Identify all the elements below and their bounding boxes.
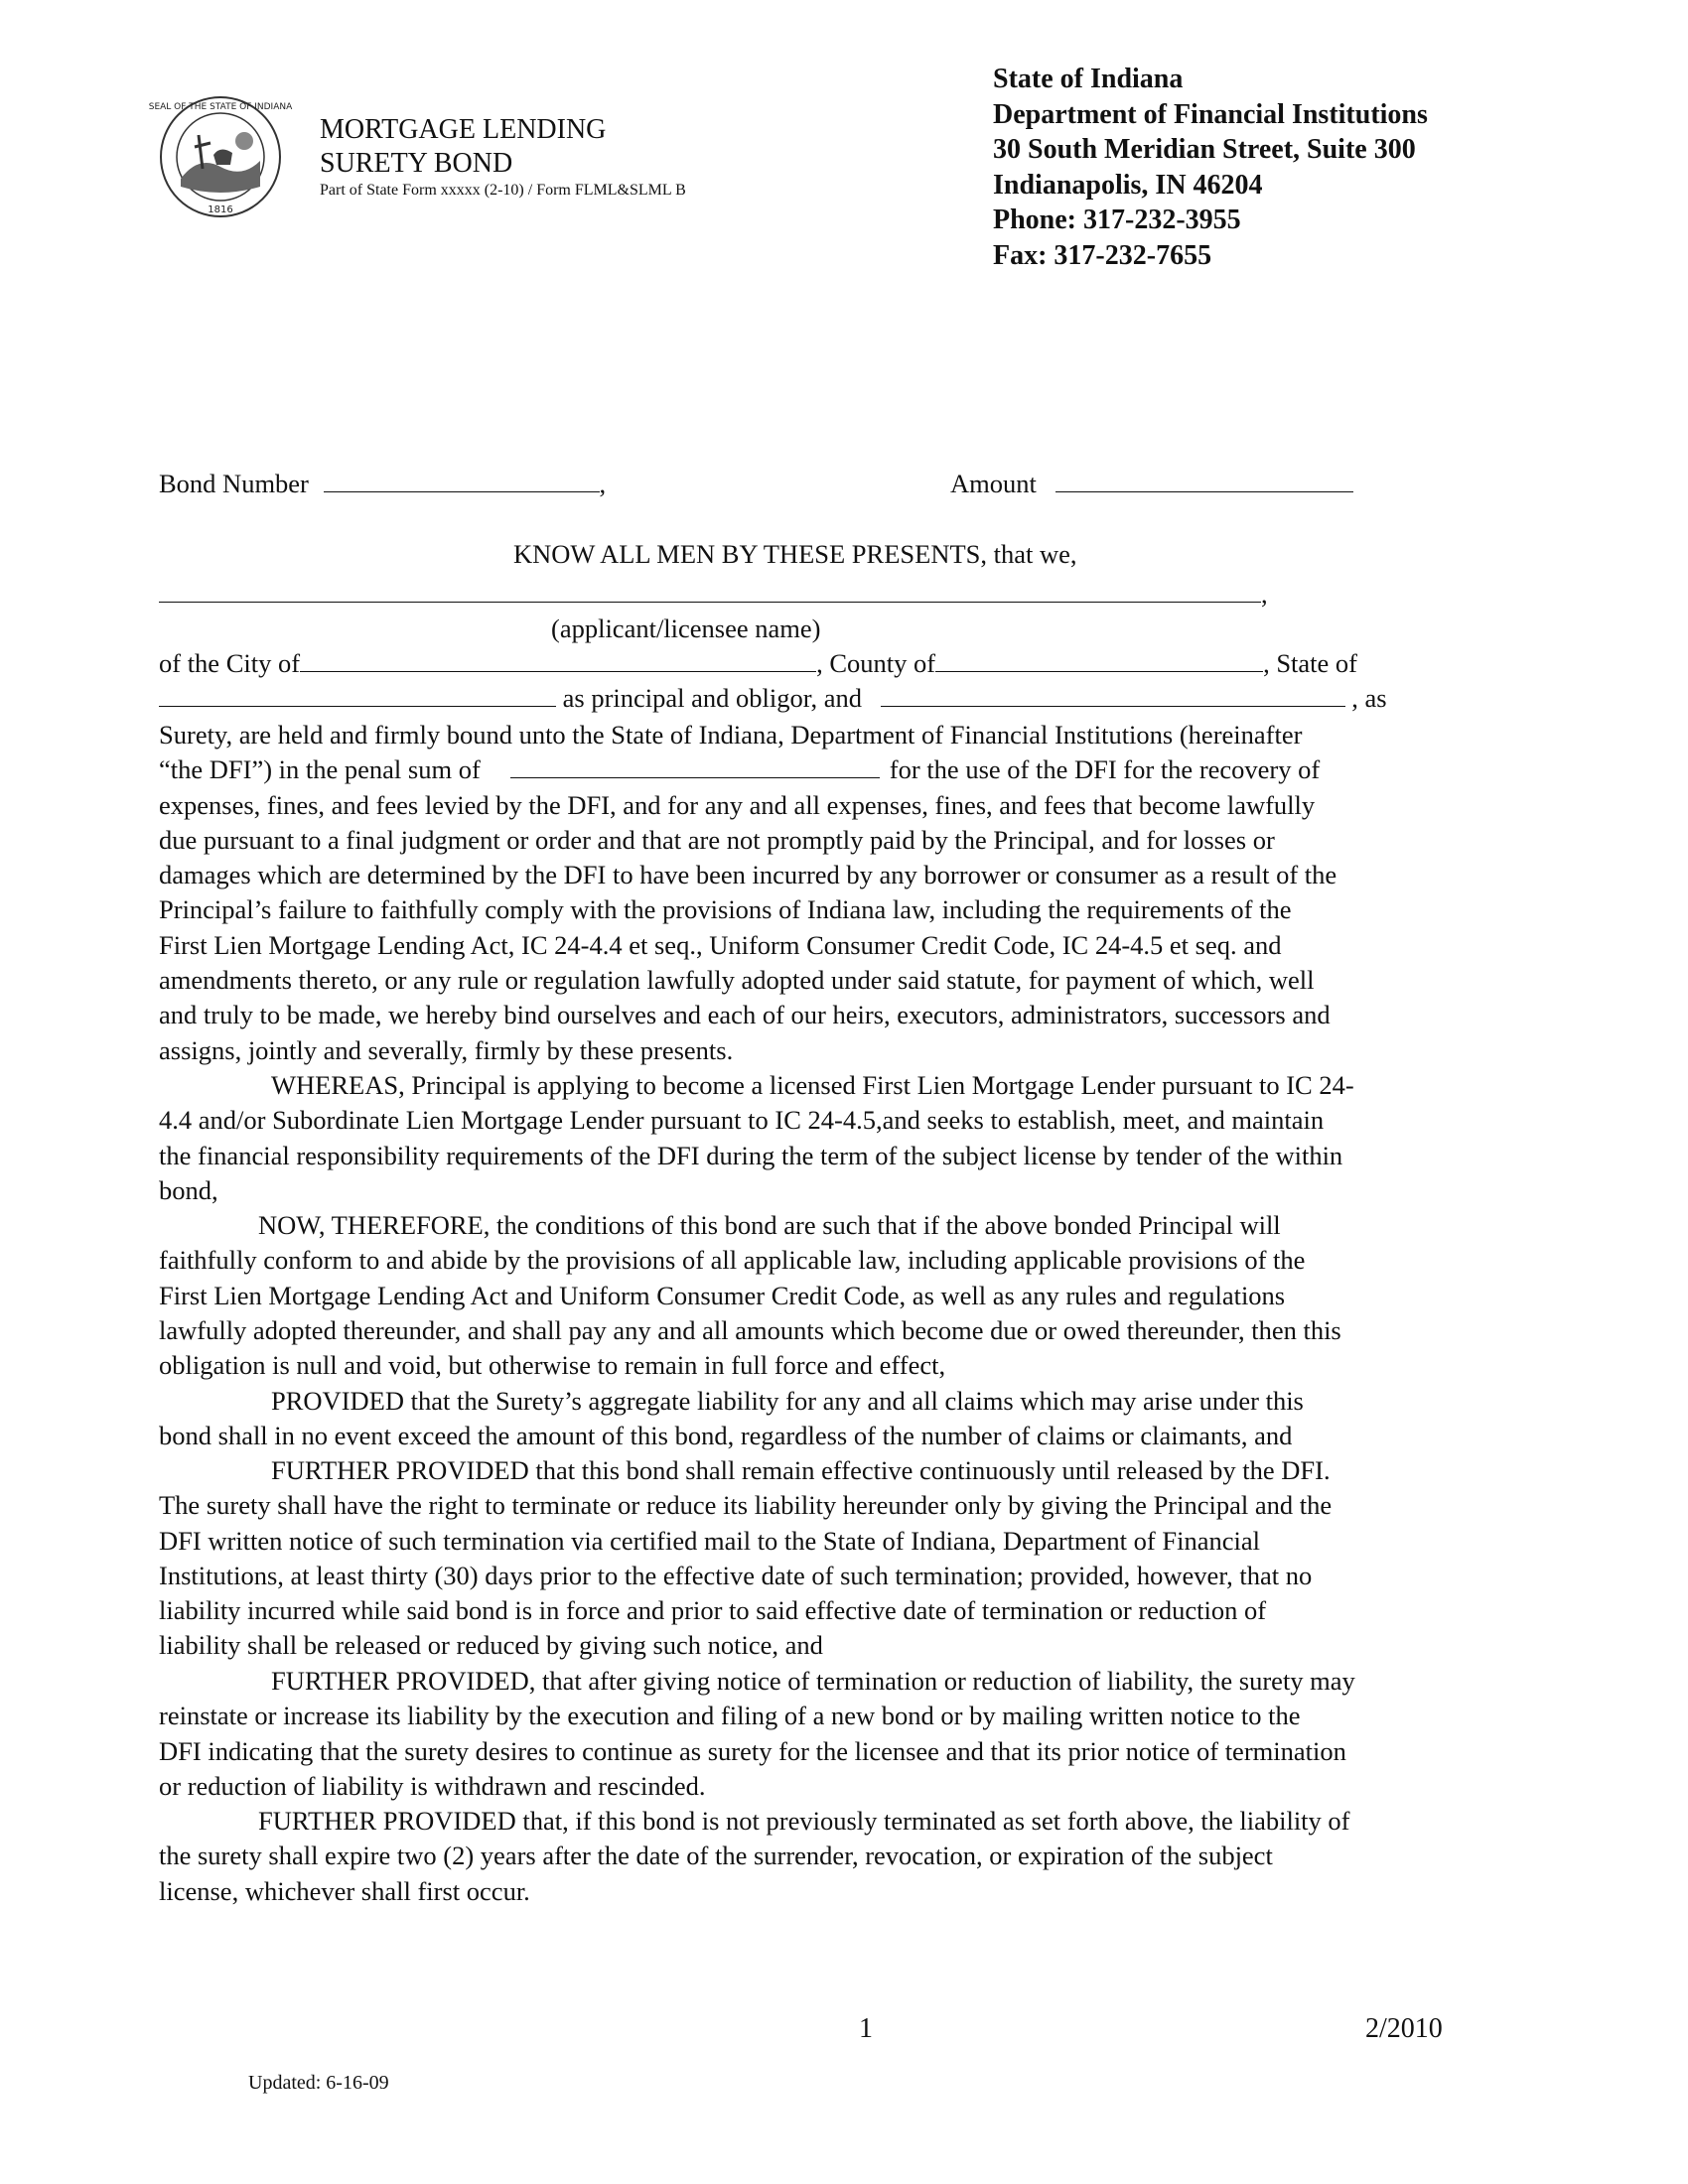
paragraph-line: or reduction of liability is withdrawn and rescinded.	[159, 1770, 706, 1801]
paragraph-line: assigns, jointly and severally, firmly by these presents.	[159, 1034, 734, 1065]
paragraph-line: expenses, fines, and fees levied by the DFI, and for any and all expenses, fines, and fees that become lawfully	[159, 789, 1316, 820]
city-county-state-row	[159, 648, 1357, 679]
amount-row	[950, 469, 1353, 499]
updated-date: Updated: 6-16-09	[248, 2072, 389, 2094]
paragraph-line: due pursuant to a final judgment or order and that are not promptly paid by the Principal, and for losses or	[159, 824, 1275, 855]
bond-number-label: Bond Number	[159, 469, 309, 498]
paragraph-line: license, whichever shall first occur.	[159, 1875, 530, 1906]
paragraph-line: the surety shall expire two (2) years after the date of the surrender, revocation, or expiration of the subject	[159, 1841, 1273, 1871]
paragraph-line: damages which are determined by the DFI to have been incurred by any borrower or consumer as a result of the	[159, 860, 1337, 890]
amount-label: Amount	[950, 469, 1037, 498]
paragraph-line: First Lien Mortgage Lending Act, IC 24-4.4 et seq., Uniform Consumer Credit Code, IC 24-4.5 et seq. and	[159, 929, 1282, 960]
agency-address	[993, 62, 1428, 273]
paragraph-line: liability shall be released or reduced by giving such notice, and	[159, 1630, 823, 1661]
paragraph-line: DFI written notice of such termination via certified mail to the State of Indiana, Department of Financial	[159, 1525, 1260, 1556]
paragraph-line: faithfully conform to and abide by the provisions of all applicable law, including applicable provisions of the	[159, 1245, 1306, 1276]
city-field[interactable]	[300, 649, 816, 672]
applicant-name-row	[159, 579, 1268, 610]
paragraph-line: First Lien Mortgage Lending Act and Uniform Consumer Credit Code, as well as any rules and regulations	[159, 1280, 1286, 1310]
know-all-heading: KNOW ALL MEN BY THESE PRESENTS, that we,	[513, 539, 1077, 569]
paragraph-line: lawfully adopted thereunder, and shall pay any and all amounts which become due or owed thereunder, then this	[159, 1314, 1341, 1345]
agency-phone: Phone: 317-232-3955	[993, 205, 1241, 235]
as-label: , as	[1351, 683, 1387, 713]
principal-surety-row	[159, 683, 1387, 714]
seal-year: 1816	[208, 205, 233, 215]
paragraph-now-therefore	[159, 1208, 1544, 1383]
paragraph-line: bond shall in no event exceed the amount of this bond, regardless of the number of claims or claimants, and	[159, 1421, 1293, 1451]
paragraph-line: Principal’s failure to faithfully comply with the provisions of Indiana law, including the requirements of the	[159, 894, 1292, 925]
penal-sum-field[interactable]	[510, 755, 880, 778]
agency-department: Department of Financial Institutions	[993, 98, 1428, 130]
paragraph-line: liability incurred while said bond is in force and prior to said effective date of termination or reduction of	[159, 1595, 1267, 1626]
paragraph-line: FURTHER PROVIDED, that after giving notice of termination or reduction of liability, the surety may	[271, 1666, 1355, 1696]
seal-text: SEAL OF THE STATE OF INDIANA	[148, 102, 293, 112]
agency-fax: Fax: 317-232-7655	[993, 239, 1212, 271]
state-seal-logo	[148, 95, 293, 218]
paragraph-line: amendments thereto, or any rule or regulation lawfully adopted under said statute, for payment of which, well	[159, 965, 1315, 996]
principal-label: as principal and obligor, and	[562, 683, 863, 713]
form-subtitle: Part of State Form xxxxx (2-10) / Form FLML&SLML B	[320, 182, 686, 199]
form-title-line1: MORTGAGE LENDING	[320, 114, 607, 145]
paragraph-further-provided-3	[159, 1804, 1544, 1909]
penal-sum-row	[159, 752, 1544, 787]
surety-name-field[interactable]	[881, 684, 1345, 707]
form-title	[320, 113, 606, 181]
paragraph-further-provided-2	[159, 1664, 1544, 1804]
paragraph-line: obligation is null and void, but otherwise to remain in full force and effect,	[159, 1350, 946, 1381]
paragraph-line: Surety, are held and firmly bound unto the State of Indiana, Department of Financial Institutions (hereinafter	[159, 720, 1303, 750]
paragraph-provided	[159, 1384, 1544, 1454]
paragraph-line: DFI indicating that the surety desires to continue as surety for the licensee and that its prior notice of termination	[159, 1735, 1346, 1766]
form-title-line2: SURETY BOND	[320, 148, 513, 179]
penal-sum-label: “the DFI”) in the penal sum of	[159, 754, 481, 785]
paragraph-line: The surety shall have the right to terminate or reduce its liability hereunder only by giving the Principal and the	[159, 1490, 1333, 1521]
bond-number-row	[159, 469, 606, 499]
county-label: , County of	[816, 648, 936, 678]
paragraph-line: and truly to be made, we hereby bind ourselves and each of our heirs, executors, administrators, successors and	[159, 1000, 1331, 1030]
paragraph-line: bond,	[159, 1174, 218, 1205]
paragraph-line: FURTHER PROVIDED that, if this bond is not previously terminated as set forth above, the liability of	[258, 1806, 1350, 1836]
paragraph-line: reinstate or increase its liability by the execution and filing of a new bond or by mailing written notice to the	[159, 1701, 1301, 1731]
agency-city: Indianapolis, IN 46204	[993, 169, 1263, 201]
bond-number-field[interactable]	[324, 470, 600, 492]
comma: ,	[599, 469, 607, 498]
agency-state: State of Indiana	[993, 64, 1184, 94]
paragraph-line: FURTHER PROVIDED that this bond shall remain effective continuously until released by the DFI.	[271, 1455, 1331, 1485]
form-date: 2/2010	[1365, 2013, 1443, 2044]
paragraph-line: Institutions, at least thirty (30) days prior to the effective date of such termination; provided, however, that no	[159, 1560, 1313, 1590]
state-label: , State of	[1263, 648, 1357, 678]
comma: ,	[1261, 579, 1268, 609]
paragraph-line: the financial responsibility requirements of the DFI during the term of the subject license by tender of the within	[159, 1140, 1343, 1170]
city-label: of the City of	[159, 648, 301, 678]
paragraph-line: PROVIDED that the Surety’s aggregate liability for any and all claims which may arise under this	[271, 1386, 1304, 1416]
county-field[interactable]	[935, 649, 1263, 672]
state-field[interactable]	[159, 684, 556, 707]
paragraph-line: 4.4 and/or Subordinate Lien Mortgage Lender pursuant to IC 24-4.5,and seeks to establish, meet, and maintain	[159, 1105, 1325, 1136]
paragraph-bond-obligation	[159, 718, 1544, 1068]
page-number: 1	[859, 2013, 873, 2044]
paragraph-whereas	[159, 1068, 1544, 1208]
paragraph-line: for the use of the DFI for the recovery of	[889, 754, 1321, 785]
agency-street: 30 South Meridian Street, Suite 300	[993, 134, 1416, 165]
paragraph-further-provided-1	[159, 1453, 1544, 1664]
applicant-name-field[interactable]	[159, 580, 1261, 603]
applicant-caption: (applicant/licensee name)	[551, 614, 821, 643]
paragraph-line: NOW, THEREFORE, the conditions of this bond are such that if the above bonded Principal will	[258, 1210, 1281, 1240]
paragraph-line: WHEREAS, Principal is applying to become a licensed First Lien Mortgage Lender pursuant to IC 24-	[271, 1070, 1354, 1100]
amount-field[interactable]	[1055, 470, 1353, 492]
